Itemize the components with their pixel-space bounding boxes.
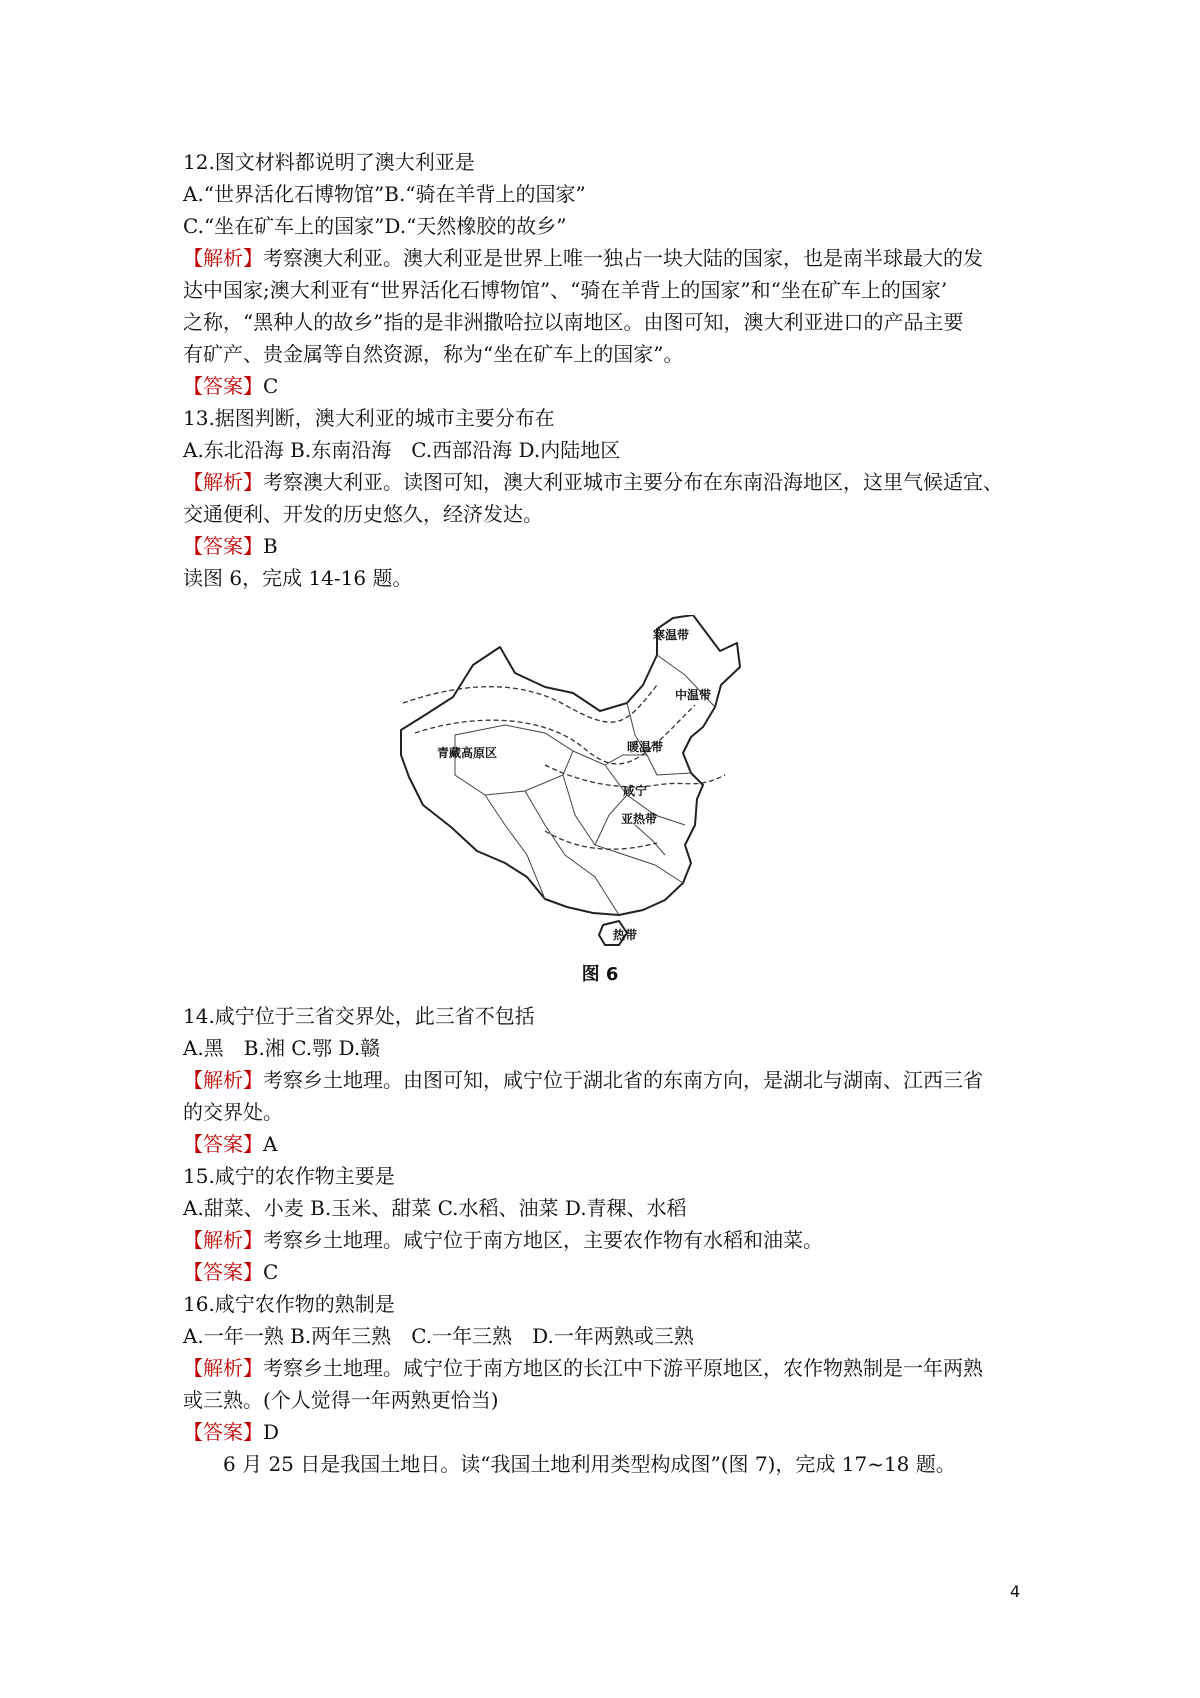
analysis-text: 考察乡土地理。由图可知，咸宁位于湖北省的东南方向，是湖北与湖南、江西三省 (263, 1068, 983, 1092)
answer-tag: 【答案】 (183, 1420, 263, 1444)
answer-value: D (263, 1420, 280, 1444)
q13-options: A.东北沿海 B.东南沿海 C.西部沿海 D.内陆地区 (183, 438, 621, 462)
q12-answer (183, 370, 278, 402)
q15-analysis-line-1 (183, 1224, 823, 1256)
q12-options-ab: A.“世界活化石博物馆”B.“骑在羊背上的国家” (183, 182, 586, 206)
analysis-text: 考察澳大利亚。澳大利亚是世界上唯一独占一块大陆的国家，也是南半球最大的发 (263, 246, 983, 270)
analysis-tag: 【解析】 (183, 246, 263, 270)
analysis-text: 考察乡土地理。咸宁位于南方地区的长江中下游平原地区，农作物熟制是一年两熟 (263, 1356, 983, 1380)
answer-tag: 【答案】 (183, 1132, 263, 1156)
q16-answer (183, 1416, 279, 1448)
q14-answer (183, 1128, 277, 1160)
answer-value: B (263, 534, 278, 558)
china-temperature-zone-map (395, 615, 800, 965)
intro-14-16: 读图 6，完成 14-16 题。 (183, 566, 413, 590)
label-mid-temperate: 中温带 (675, 688, 712, 702)
q16-analysis-line-1 (183, 1352, 983, 1384)
q14-options: A.黑 B.湘 C.鄂 D.赣 (183, 1036, 381, 1060)
q12-analysis-line-1 (183, 242, 983, 274)
answer-tag: 【答案】 (183, 1260, 263, 1284)
q14-analysis-line-1 (183, 1064, 983, 1096)
q16-analysis-line-2: 或三熟。(个人觉得一年两熟更恰当) (183, 1388, 499, 1412)
q15-stem: 15.咸宁的农作物主要是 (183, 1164, 395, 1188)
q13-answer (183, 530, 278, 562)
q12-stem: 12.图文材料都说明了澳大利亚是 (183, 150, 475, 174)
answer-tag: 【答案】 (183, 534, 263, 558)
label-warm-temperate: 暖温带 (627, 740, 664, 754)
label-tropical: 热带 (613, 928, 638, 942)
q16-options: A.一年一熟 B.两年三熟 C.一年三熟 D.一年两熟或三熟 (183, 1324, 694, 1348)
q15-answer (183, 1256, 278, 1288)
label-xianning: 咸宁 (623, 784, 648, 798)
analysis-tag: 【解析】 (183, 1228, 263, 1252)
china-outline (401, 615, 740, 915)
label-subtropical: 亚热带 (621, 812, 658, 826)
q16-stem: 16.咸宁农作物的熟制是 (183, 1292, 395, 1316)
analysis-tag: 【解析】 (183, 470, 263, 494)
q13-analysis-line-2: 交通便利、开发的历史悠久，经济发达。 (183, 502, 543, 526)
answer-tag: 【答案】 (183, 374, 263, 398)
q15-options: A.甜菜、小麦 B.玉米、甜菜 C.水稻、油菜 D.青稞、水稻 (183, 1196, 687, 1220)
intro-17-18: 6 月 25 日是我国土地日。读“我国土地利用类型构成图”(图 7)，完成 17~18 题。 (223, 1452, 956, 1476)
q13-stem: 13.据图判断，澳大利亚的城市主要分布在 (183, 406, 555, 430)
answer-value: C (263, 374, 279, 398)
q14-stem: 14.咸宁位于三省交界处，此三省不包括 (183, 1004, 535, 1028)
analysis-tag: 【解析】 (183, 1068, 263, 1092)
zone-boundaries (403, 685, 725, 849)
q12-options-cd: C.“坐在矿车上的国家”D.“天然橡胶的故乡” (183, 214, 567, 238)
q12-analysis-line-4: 有矿产、贵金属等自然资源，称为“坐在矿车上的国家”。 (183, 342, 684, 366)
q14-analysis-line-2: 的交界处。 (183, 1100, 283, 1124)
analysis-tag: 【解析】 (183, 1356, 263, 1380)
analysis-text: 考察乡土地理。咸宁位于南方地区，主要农作物有水稻和油菜。 (263, 1228, 823, 1252)
figure-caption: 图 6 (581, 964, 619, 985)
page-number: 4 (1010, 1582, 1021, 1601)
q12-analysis-line-3: 之称，“黑种人的故乡”指的是非洲撒哈拉以南地区。由图可知，澳大利亚进口的产品主要 (183, 310, 964, 334)
answer-value: A (263, 1132, 278, 1156)
q13-analysis-line-1 (183, 466, 1003, 498)
analysis-text: 考察澳大利亚。读图可知，澳大利亚城市主要分布在东南沿海地区，这里气候适宜、 (263, 470, 1003, 494)
answer-value: C (263, 1260, 279, 1284)
label-qinghai-tibet: 青藏高原区 (437, 746, 498, 760)
q12-analysis-line-2: 达中国家;澳大利亚有“世界活化石博物馆”、“骑在羊背上的国家”和“坐在矿车上的国家’ (183, 278, 948, 302)
label-cold-temperate: 寒温带 (653, 628, 690, 642)
